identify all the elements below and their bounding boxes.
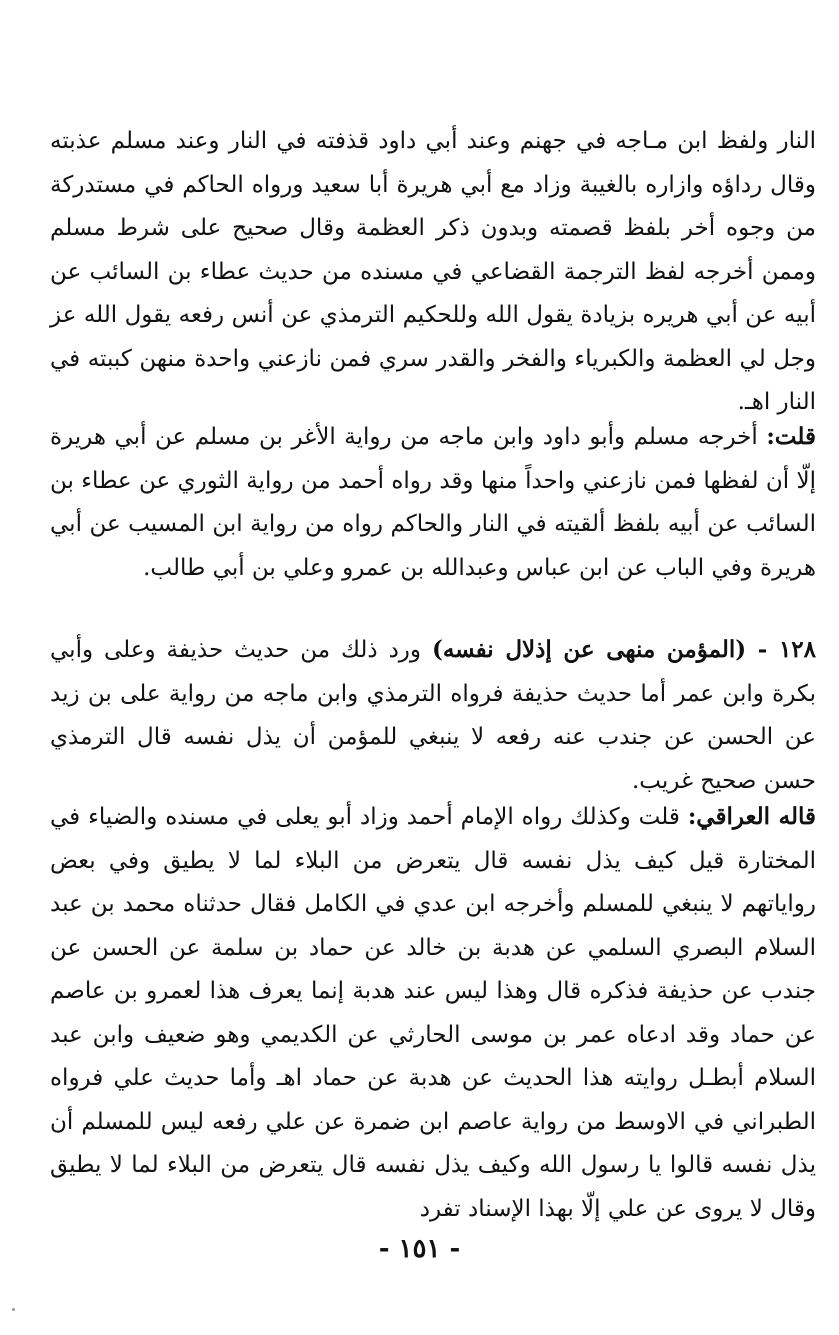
paragraph-label: قلت:: [766, 423, 816, 450]
paragraph-text: النار ولفظ ابن مـاجه في جهنم وعند أبي داود قذفته في النار وعند مسلم عذبته وقال رداؤه وازاره بالغيبة وزاد مع أبي هريرة أبا سعيد ورواه الحاكم في مستدركة من وجوه أخر بلفظ قصمته وبدون ذكر العظمة وقال صحيح على شرط مسلم وممن أخرجه لفظ الترجمة القضاعي في مسنده من حديث عطاء بن السائب عن أبيه عن أبي هريره بزيادة يقول الله وللحكيم الترمذي عن أنس رفعه يقول الله عز وجل لي العظمة والكبرياء والفخر والقدر سري فمن نازعني واحدة منهن كببته في النار اهـ.: [50, 128, 816, 415]
paragraph-label: قاله العراقي:: [687, 803, 817, 830]
entry-heading: ١٢٨ - (المؤمن منهى عن إذلال نفسه): [431, 636, 816, 663]
page-number: - ١٥١ -: [378, 1234, 461, 1264]
paragraph-iraqi: [50, 795, 816, 1231]
paragraph-text: قلت وكذلك رواه الإمام أحمد وزاد أبو يعلى في مسنده والضياء في المختارة قيل كيف يذل نفسه قال يتعرض من البلاء لما لا يطيق وفي بعض رواياتهم لا ينبغي للمسلم وأخرجه ابن عدي في الكامل فقال حدثناه محمد بن عبد السلام البصري السلمي عن هدبة بن خالد عن حماد بن سلمة عن الحسن عن جندب عن حذيفة فذكره قال وهذا ليس عند هدبة إنما يعرف هذا لعمرو بن عاصم عن حماد وقد ادعاه عمر بن موسى الحارثي عن الكديمي وهو ضعيف وابن عبد السلام أبطـل روايته هذا الحديث عن هدبة عن حماد اهـ وأما حديث علي فرواه الطبراني في الاوسط من رواية عاصم ابن ضمرة عن علي رفعه ليس للمسلم أن يذل نفسه قالوا يا رسول الله وكيف يذل نفسه قال يتعرض من البلاء لما لا يطيق وقال لا يروى عن علي إلّا بهذا الإسناد تفرد: [50, 804, 816, 1222]
paragraph-text: ورد ذلك من حديث حذيفة وعلى وأبي بكرة وابن عمر أما حديث حذيفة فرواه الترمذي وابن ماجه من رواية على بن زيد عن الحسن عن جندب عنه رفعه لا ينبغي للمؤمن أن يذل نفسه قال الترمذي حسن صحيح غريب.: [50, 637, 816, 794]
scan-speck: [12, 1308, 15, 1311]
paragraph-text: أخرجه مسلم وأبو داود وابن ماجه من رواية الأغر بن مسلم عن أبي هريرة إلّا أن لفظها فمن نازعني واحداً منها وقد رواه أحمد من رواية الثوري عن عطاء بن السائب عن أبيه بلفظ ألقيته في النار والحاكم رواه من رواية ابن المسيب عن أبي هريرة وفي الباب عن ابن عباس وعبدالله بن عمرو وعلي بن أبي طالب.: [50, 424, 816, 581]
paragraph-continuation: [50, 120, 816, 425]
paragraph-entry-128: [50, 628, 816, 803]
paragraph-qult: [50, 415, 816, 590]
